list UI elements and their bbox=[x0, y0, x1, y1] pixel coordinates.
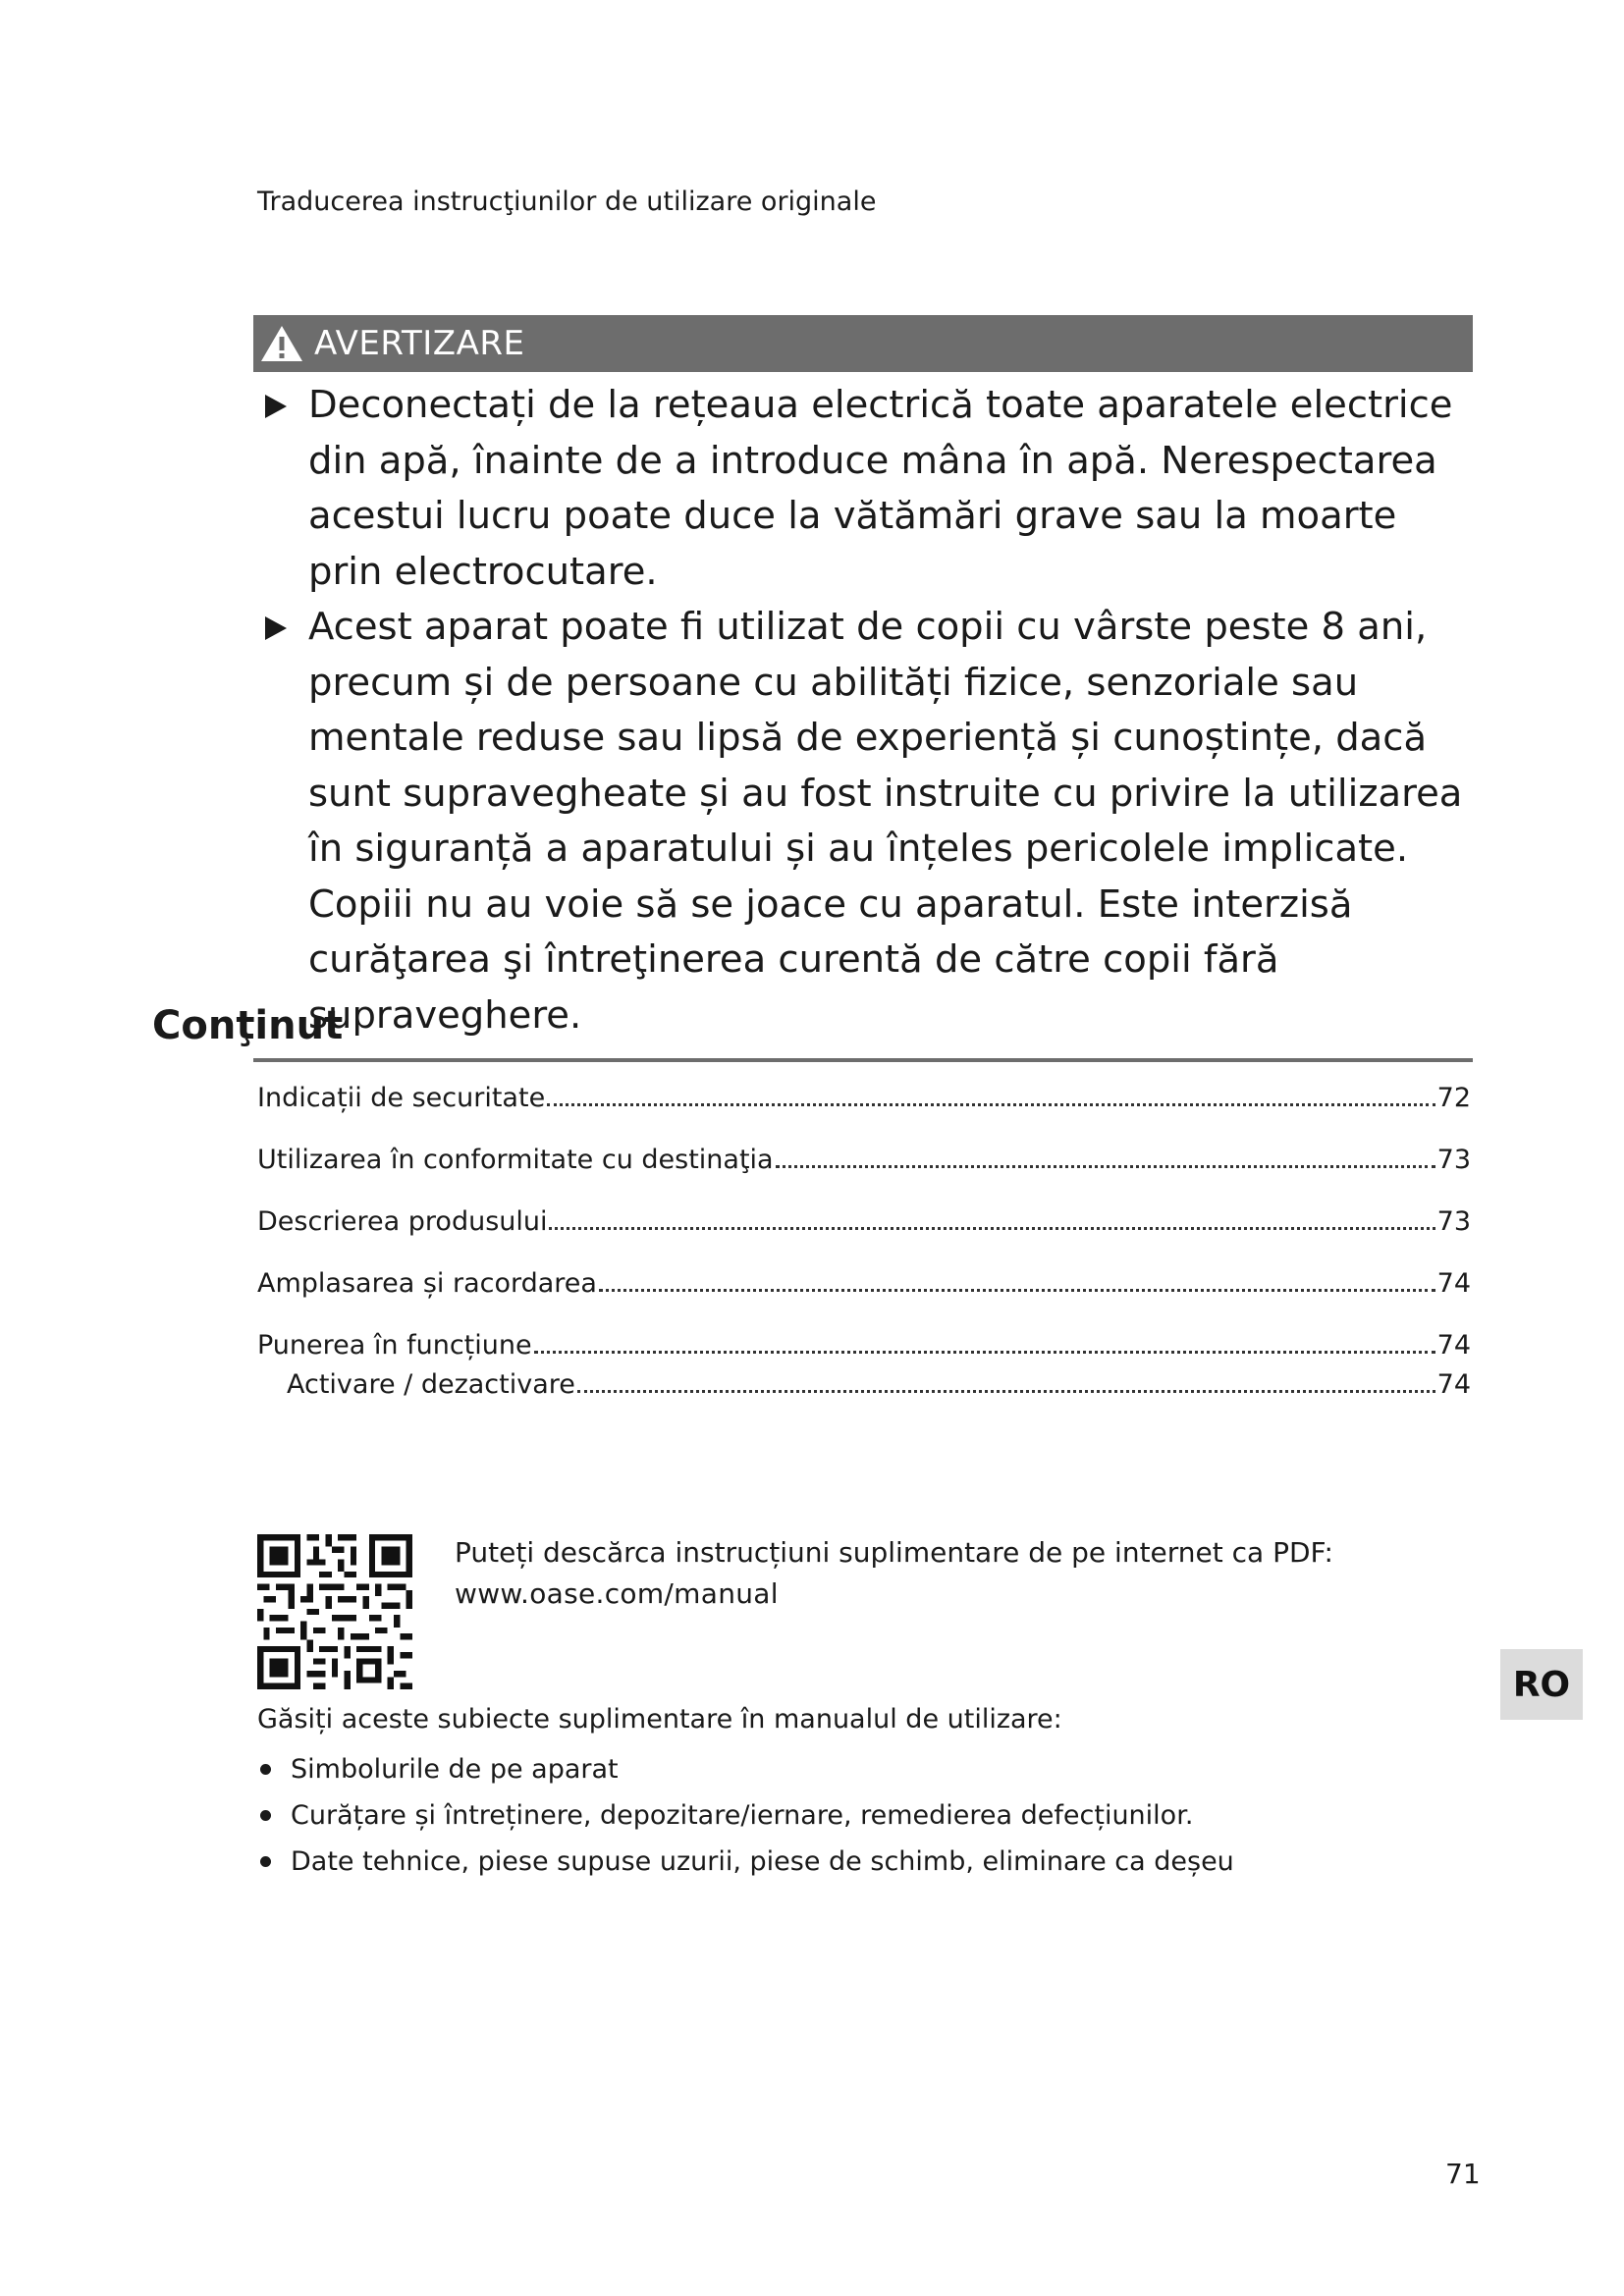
list-item bbox=[257, 1796, 1234, 1842]
list-item-text: Curățare și întreținere, depozitare/iernare, remedierea defecțiunilor. bbox=[291, 1800, 1194, 1831]
toc-entry[interactable] bbox=[257, 1268, 1471, 1308]
toc-leader-dots bbox=[549, 1227, 1435, 1230]
toc-subentry[interactable] bbox=[257, 1369, 1471, 1409]
warning-divider bbox=[253, 1058, 1473, 1062]
list-item-text: Simbolurile de pe aparat bbox=[291, 1754, 619, 1785]
toc-entry-page: 73 bbox=[1436, 1206, 1471, 1237]
toc-leader-dots bbox=[577, 1390, 1435, 1393]
bullet-dot-icon bbox=[260, 1810, 271, 1821]
toc-entry[interactable] bbox=[257, 1083, 1471, 1122]
warning-item bbox=[253, 378, 1473, 600]
toc-leader-dots bbox=[534, 1351, 1435, 1354]
download-info bbox=[455, 1532, 1333, 1615]
warning-item-text: Deconectați de la rețeaua electrică toate aparatele electrice din apă, înainte de a introduce mâna în apă. Nerespectarea acestui lucru poate duce la vătămări grave sau la moarte prin electrocutare. bbox=[308, 383, 1453, 594]
bullet-dot-icon bbox=[260, 1856, 271, 1867]
manual-url-link[interactable]: www.oase.com/manual bbox=[455, 1577, 779, 1610]
toc-entry-page: 73 bbox=[1436, 1145, 1471, 1175]
toc-entry-label: Descrierea produsului bbox=[257, 1206, 548, 1237]
triangle-bullet-icon bbox=[265, 616, 287, 640]
toc-entry-page: 72 bbox=[1436, 1083, 1471, 1113]
extras-intro: Găsiți aceste subiecte suplimentare în manualul de utilizare: bbox=[257, 1704, 1062, 1735]
document-subtitle: Traducerea instrucţiunilor de utilizare originale bbox=[257, 187, 877, 217]
toc-entry-label: Activare / dezactivare bbox=[287, 1369, 575, 1400]
list-item bbox=[257, 1842, 1234, 1889]
warning-title: AVERTIZARE bbox=[314, 324, 525, 363]
toc-heading: Conţinut bbox=[152, 1003, 344, 1048]
extras-list bbox=[257, 1750, 1234, 1889]
toc-entry[interactable] bbox=[257, 1206, 1471, 1246]
toc-entry-label: Amplasarea și racordarea bbox=[257, 1268, 597, 1299]
warning-box bbox=[253, 315, 1473, 1062]
warning-item-text: Acest aparat poate fi utilizat de copii cu vârste peste 8 ani, precum și de persoane cu abilități fizice, senzoriale sau mentale reduse sau lipsă de experiență și cunoștințe, dacă sunt supravegheate și au fost instruite cu privire la utilizarea în siguranță a aparatului și au înțeles pericolele implicate. Copiii nu au voie să se joace cu aparatul. Este interzisă curăţarea şi întreţinerea curentă de către copii fără supraveghere. bbox=[308, 605, 1463, 1038]
warning-triangle-icon bbox=[259, 324, 304, 363]
language-tab: RO bbox=[1500, 1649, 1583, 1720]
warning-list bbox=[253, 378, 1473, 1043]
toc-entry[interactable] bbox=[257, 1145, 1471, 1184]
qr-code-icon[interactable] bbox=[257, 1534, 412, 1689]
warning-header bbox=[253, 315, 1473, 372]
toc-entry-page: 74 bbox=[1436, 1330, 1471, 1361]
toc-entry-label: Punerea în funcțiune bbox=[257, 1330, 532, 1361]
toc-leader-dots bbox=[599, 1289, 1435, 1292]
toc-leader-dots bbox=[776, 1165, 1435, 1168]
list-item-text: Date tehnice, piese supuse uzurii, piese de schimb, eliminare ca deșeu bbox=[291, 1846, 1234, 1877]
page-number: 71 bbox=[1445, 2158, 1481, 2190]
toc-entry[interactable] bbox=[257, 1330, 1471, 1369]
table-of-contents bbox=[257, 1083, 1471, 1409]
download-text: Puteți descărca instrucțiuni suplimentare de pe internet ca PDF: bbox=[455, 1536, 1333, 1569]
bullet-dot-icon bbox=[260, 1764, 271, 1775]
warning-item bbox=[253, 600, 1473, 1043]
list-item bbox=[257, 1750, 1234, 1796]
toc-entry-page: 74 bbox=[1436, 1369, 1471, 1400]
toc-entry-page: 74 bbox=[1436, 1268, 1471, 1299]
toc-entry-label: Indicații de securitate bbox=[257, 1083, 546, 1113]
toc-entry-label: Utilizarea în conformitate cu destinaţia bbox=[257, 1145, 774, 1175]
toc-leader-dots bbox=[547, 1103, 1435, 1106]
triangle-bullet-icon bbox=[265, 395, 287, 418]
